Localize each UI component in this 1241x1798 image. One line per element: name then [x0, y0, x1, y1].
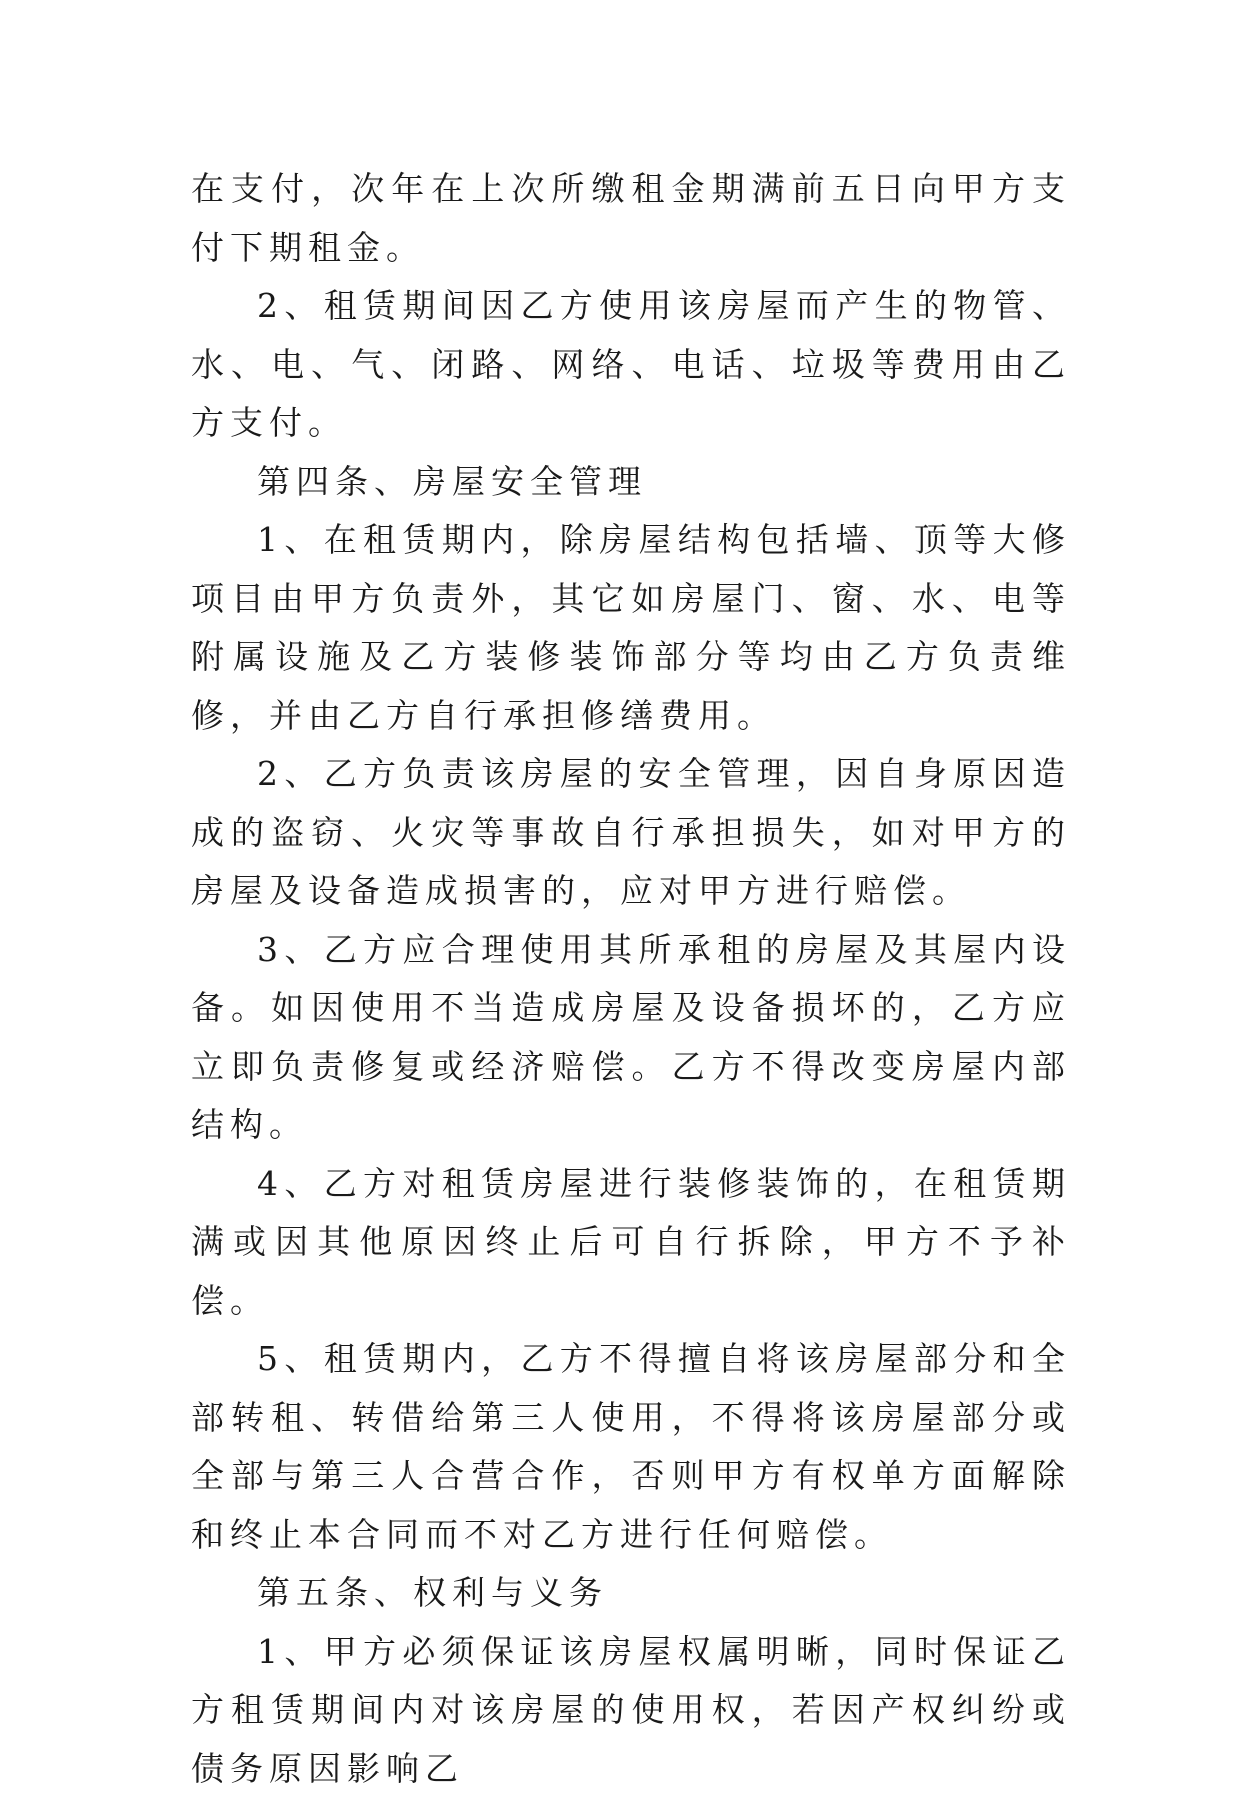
- document-body: [191, 160, 1071, 1798]
- paragraph-rent-payment-continuation: 在支付，次年在上次所缴租金期满前五日向甲方支付下期租金。: [191, 160, 1071, 277]
- paragraph-sublease-item-5: 5、租赁期内，乙方不得擅自将该房屋部分和全部转租、转借给第三人使用，不得将该房屋部分或全部与第三人合营合作，否则甲方有权单方面解除和终止本合同而不对乙方进行任何赔偿。: [191, 1330, 1071, 1564]
- paragraph-fees-item-2: 2、租赁期间因乙方使用该房屋而产生的物管、水、电、气、闭路、网络、电话、垃圾等费用由乙方支付。: [191, 277, 1071, 453]
- paragraph-safety-item-2: 2、乙方负责该房屋的安全管理，因自身原因造成的盗窃、火灾等事故自行承担损失，如对甲方的房屋及设备造成损害的，应对甲方进行赔偿。: [191, 745, 1071, 921]
- section-heading-article-5: 第五条、权利与义务: [191, 1564, 1071, 1623]
- paragraph-maintenance-item-1: 1、在租赁期内，除房屋结构包括墙、顶等大修项目由甲方负责外，其它如房屋门、窗、水、电等附属设施及乙方装修装饰部分等均由乙方负责维修，并由乙方自行承担修缮费用。: [191, 511, 1071, 745]
- paragraph-usage-item-3: 3、乙方应合理使用其所承租的房屋及其屋内设备。如因使用不当造成房屋及设备损坏的，乙方应立即负责修复或经济赔偿。乙方不得改变房屋内部结构。: [191, 921, 1071, 1155]
- section-heading-article-4: 第四条、房屋安全管理: [191, 453, 1071, 512]
- paragraph-rights-item-1: 1、甲方必须保证该房屋权属明晰，同时保证乙方租赁期间内对该房屋的使用权，若因产权纠纷或债务原因影响乙: [191, 1623, 1071, 1798]
- paragraph-decoration-item-4: 4、乙方对租赁房屋进行装修装饰的，在租赁期满或因其他原因终止后可自行拆除，甲方不予补偿。: [191, 1155, 1071, 1331]
